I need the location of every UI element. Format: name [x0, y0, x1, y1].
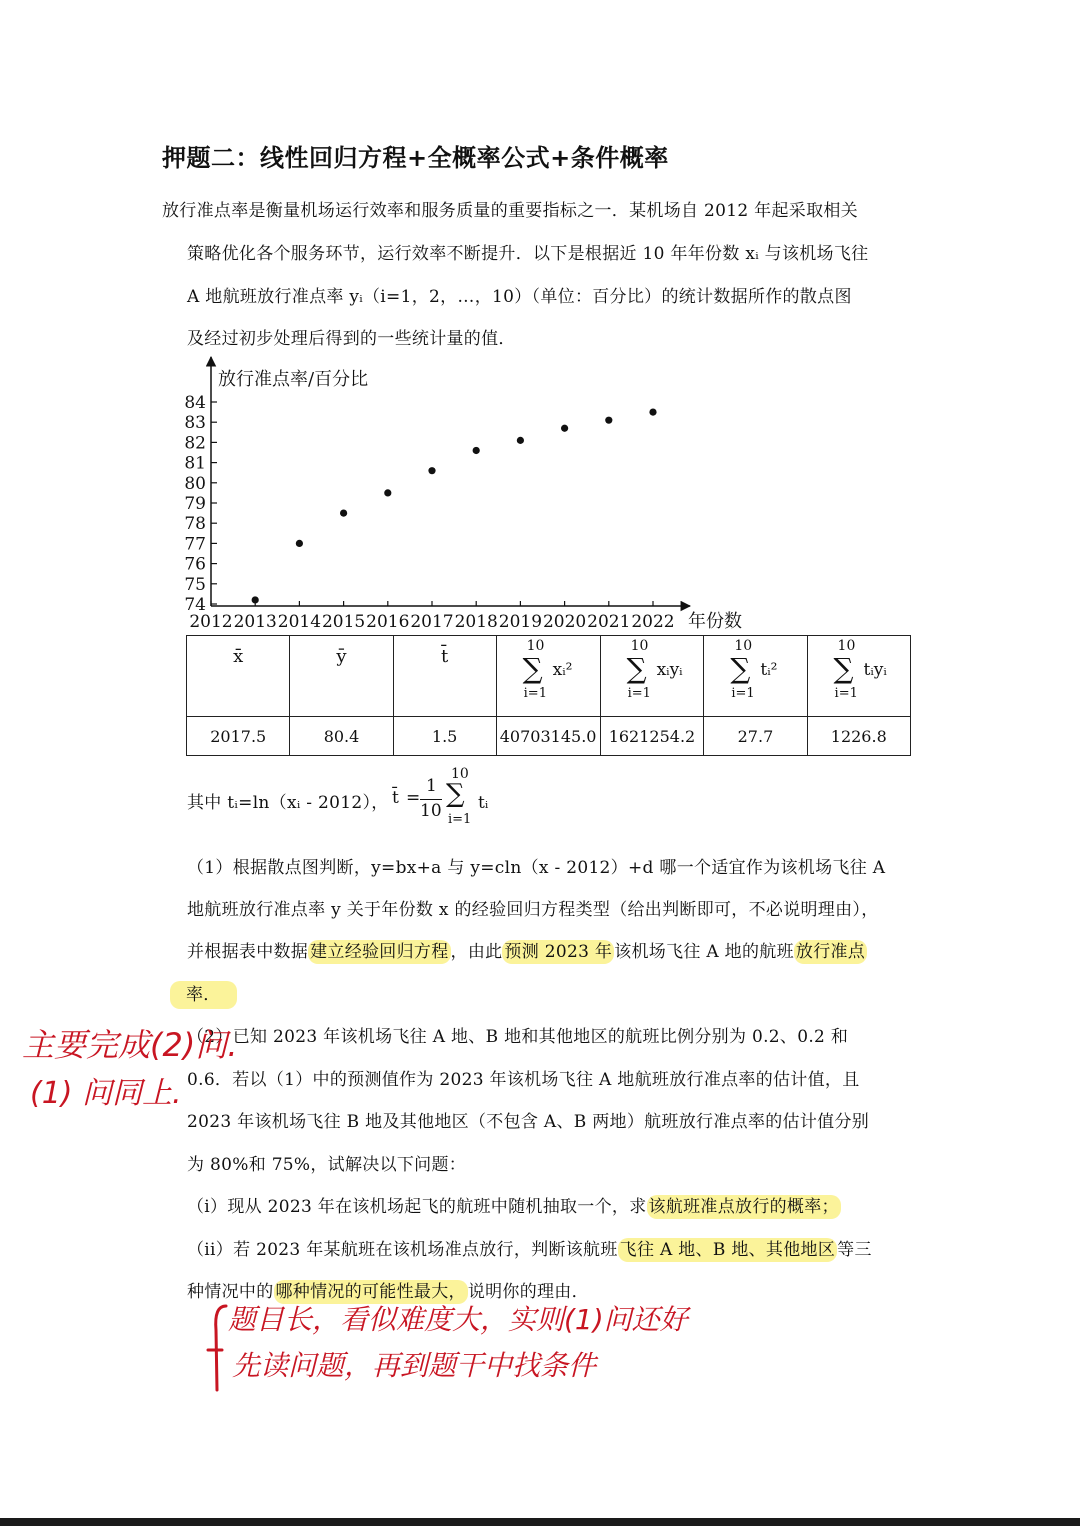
- intro-line-3: A 地航班放行准点率 yᵢ（i=1，2，…，10）（单位：百分比）的统计数据所作的散点图: [187, 287, 852, 307]
- table-header-ybar: ȳ: [290, 636, 393, 717]
- handwritten-note-1-line-2: (1) 问同上.: [30, 1076, 182, 1111]
- q1-line-4: [170, 980, 237, 1005]
- q2-sub-ii: （ii）若 2023 年某航班在该机场准点放行，判断该航班 飞往 A 地、B 地、其他地区 等三: [187, 1240, 872, 1260]
- highlight: 建立经验回归方程: [310, 942, 449, 962]
- y-tick-label: 84: [184, 393, 206, 413]
- fraction-bar: [420, 799, 442, 800]
- table-header-tbar: t̄: [393, 636, 496, 717]
- highlight: 哪种情况的可能性最大，: [275, 1282, 466, 1302]
- handwritten-note-1-line-1: 主要完成(2)问.: [22, 1026, 238, 1064]
- data-point: [340, 509, 347, 516]
- y-tick-label: 74: [184, 595, 206, 615]
- data-point: [428, 467, 435, 474]
- intro-line-2: 策略优化各个服务环节，运行效率不断提升．以下是根据近 10 年年份数 xᵢ 与该机场飞往: [187, 244, 869, 264]
- x-tick-label: 2022: [631, 612, 675, 632]
- y-tick-label: 82: [184, 433, 206, 454]
- q1-line-3: 并根据表中数据 建立经验回归方程 ，由此 预测 2023 年 该机场飞往 A 地的航班 放行准点: [187, 942, 866, 962]
- formula-equals: =: [406, 788, 421, 808]
- q2-sub-i: （i）现从 2023 年在该机场起飞的航班中随机抽取一个，求 该航班准点放行的概率；: [187, 1197, 839, 1217]
- table-header-sum-xy: 10 ∑ xᵢyᵢ i=1: [600, 636, 704, 717]
- highlight: 飞往 A 地、B 地、其他地区: [619, 1240, 836, 1260]
- note-definition: 其中 tᵢ=ln（xᵢ - 2012），: [187, 793, 389, 813]
- x-tick-label: 2020: [542, 612, 587, 632]
- scatter-chart: [0, 0, 1080, 640]
- table-header-xbar: x̄: [187, 636, 290, 717]
- x-tick-label: 2018: [454, 612, 498, 632]
- x-tick-label: 2021: [587, 612, 631, 632]
- y-tick-label: 81: [184, 453, 206, 474]
- highlight: 放行准点: [795, 942, 866, 962]
- data-point: [296, 540, 303, 547]
- data-point: [384, 489, 391, 496]
- highlight: 该航班准点放行的概率；: [648, 1197, 839, 1217]
- q2-line-1: （2）已知 2023 年该机场飞往 A 地、B 地和其他地区的航班比例分别为 0.2、0.2 和: [187, 1027, 849, 1047]
- statistics-table: [186, 635, 911, 756]
- handwritten-note-2-line-1: 题目长，看似难度大，实则(1)问还好: [228, 1303, 688, 1336]
- x-tick-label: 2019: [498, 612, 543, 632]
- q2-line-2: 0.6．若以（1）中的预测值作为 2023 年该机场飞往 A 地航班放行准点率的估计值，且: [187, 1070, 860, 1090]
- table-cell: 1.5: [393, 717, 496, 756]
- q2-line-3: 2023 年该机场飞往 B 地及其他地区（不包含 A、B 两地）航班放行准点率的估计值分别: [187, 1112, 870, 1132]
- y-tick-label: 75: [184, 574, 206, 595]
- data-point: [473, 447, 480, 454]
- data-point: [517, 437, 524, 444]
- fraction-denominator: 10: [420, 801, 442, 821]
- bottom-edge-bar: [0, 1518, 1080, 1526]
- table-cell: 27.7: [704, 717, 807, 756]
- chart-y-axis-label: 放行准点率/百分比: [218, 369, 369, 390]
- fraction-numerator: 1: [426, 776, 437, 796]
- data-point: [605, 417, 612, 424]
- table-cell: 40703145.0: [496, 717, 600, 756]
- x-tick-label: 2017: [410, 612, 454, 632]
- x-tick-label: 2012: [189, 612, 233, 632]
- x-tick-label: 2015: [321, 612, 366, 632]
- sum-sign: ∑: [446, 779, 465, 809]
- intro-line-1: 放行准点率是衡量机场运行效率和服务质量的重要指标之一．某机场自 2012 年起采取相关: [162, 201, 858, 221]
- y-tick-label: 80: [184, 473, 206, 494]
- data-point: [252, 596, 259, 603]
- y-tick-label: 79: [184, 494, 206, 514]
- data-point: [561, 425, 568, 432]
- table-cell: 2017.5: [187, 717, 290, 756]
- table-cell: 80.4: [290, 717, 393, 756]
- x-tick-label: 2016: [366, 612, 410, 632]
- table-header-sum-t2: 10 ∑ tᵢ² i=1: [704, 636, 807, 717]
- x-tick-label: 2014: [277, 612, 322, 632]
- q1-line-2: 地航班放行准点率 y 关于年份数 x 的经验回归方程类型（给出判断即可，不必说明理由），: [187, 900, 879, 920]
- sum-lower: i=1: [448, 812, 472, 827]
- page-title: 押题二：线性回归方程+全概率公式+条件概率: [162, 144, 669, 172]
- q2-line-4: 为 80%和 75%，试解决以下问题：: [187, 1155, 467, 1175]
- x-tick-label: 2013: [233, 612, 277, 632]
- table-cell: 1226.8: [807, 717, 910, 756]
- handwritten-note-2-line-2: 先读问题，再到题干中找条件: [232, 1349, 597, 1382]
- y-tick-label: 76: [184, 554, 206, 575]
- sum-expression: tᵢ: [478, 793, 489, 813]
- q1-line-1: （1）根据散点图判断，y=bx+a 与 y=cln（x - 2012）+d 哪一个适宜作为该机场飞往 A: [187, 858, 886, 878]
- y-tick-label: 78: [184, 514, 206, 535]
- table-header-sum-ty: 10 ∑ tᵢyᵢ i=1: [807, 636, 910, 717]
- sum-upper: 10: [451, 766, 469, 782]
- chart-x-axis-label: 年份数: [688, 611, 742, 632]
- highlight: 预测 2023 年: [504, 942, 613, 962]
- data-point: [649, 409, 656, 416]
- intro-line-4: 及经过初步处理后得到的一些统计量的值．: [187, 329, 516, 349]
- highlight: 率．: [170, 981, 237, 1009]
- y-tick-label: 83: [184, 413, 206, 434]
- tbar-symbol: t̄: [392, 788, 399, 808]
- table-cell: 1621254.2: [600, 717, 704, 756]
- q2-sub-ii-cont: 种情况中的 哪种情况的可能性最大， 说明你的理由．: [187, 1282, 589, 1302]
- table-header-sum-x2: 10 ∑ xᵢ² i=1: [496, 636, 600, 717]
- y-tick-label: 77: [184, 534, 206, 555]
